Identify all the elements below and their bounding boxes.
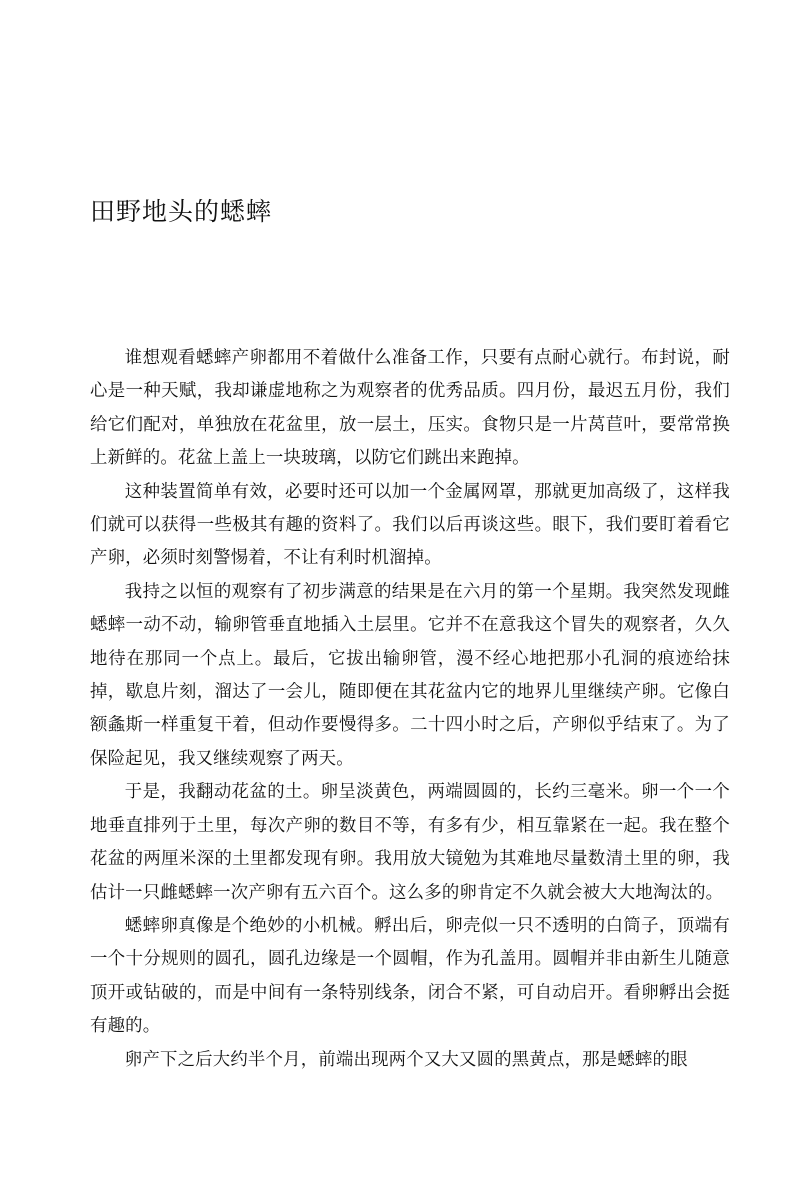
paragraph: 谁想观看蟋蟀产卵都用不着做什么准备工作，只要有点耐心就行。布封说，耐心是一种天赋，我却谦虚地称之为观察者的优秀品质。四月份，最迟五月份，我们给它们配对，单独放在花盆里，放一层土，压实。食物只是一片莴苣叶，要常常换上新鲜的。花盆上盖上一块玻璃，以防它们跳出来跑掉。 — [90, 348, 730, 469]
paragraph: 卵产下之后大约半个月，前端出现两个又大又圆的黑黄点，那是蟋蟀的眼 — [124, 1049, 688, 1070]
paragraph: 于是，我翻动花盆的土。卵呈淡黄色，两端圆圆的，长约三毫米。卵一个一个地垂直排列于土里，每次产卵的数目不等，有多有少，相互靠紧在一起。我在整个花盆的两厘米深的土里都发现有卵。我用放大镜勉为其难地尽量数清土里的卵，我估计一只雌蟋蟀一次产卵有五六百个。这么多的卵肯定不久就会被大大地淘汰的。 — [90, 782, 730, 903]
paragraph: 蟋蟀卵真像是个绝妙的小机械。孵出后，卵壳似一只不透明的白筒子，顶端有一个十分规则的圆孔，圆孔边缘是一个圆帽，作为孔盖用。圆帽并非由新生儿随意顶开或钻破的，而是中间有一条特别线条，闭合不紧，可自动启开。看卵孵出会挺有趣的。 — [90, 915, 730, 1037]
paragraph: 这种装置简单有效，必要时还可以加一个金属网罩，那就更加高级了，这样我们就可以获得一些极其有趣的资料了。我们以后再谈这些。眼下，我们要盯着看它产卵，必须时刻警惕着，不让有利时机溜掉。 — [90, 481, 730, 569]
paragraph: 我持之以恒的观察有了初步满意的结果是在六月的第一个星期。我突然发现雌蟋蟀一动不动，输卵管垂直地插入土层里。它并不在意我这个冒失的观察者，久久地待在那同一个点上。最后，它拔出输卵管，漫不经心地把那小孔洞的痕迹给抹掉，歇息片刻，溜达了一会儿，随即便在其花盆内它的地界儿里继续产卵。它像白额螽斯一样重复干着，但动作要慢得多。二十四小时之后，产卵似乎结束了。为了保险起见，我又继续观察了两天。 — [90, 581, 730, 769]
chapter-title: 田野地头的蟋蟀 — [90, 197, 273, 226]
body-text — [90, 342, 730, 1077]
